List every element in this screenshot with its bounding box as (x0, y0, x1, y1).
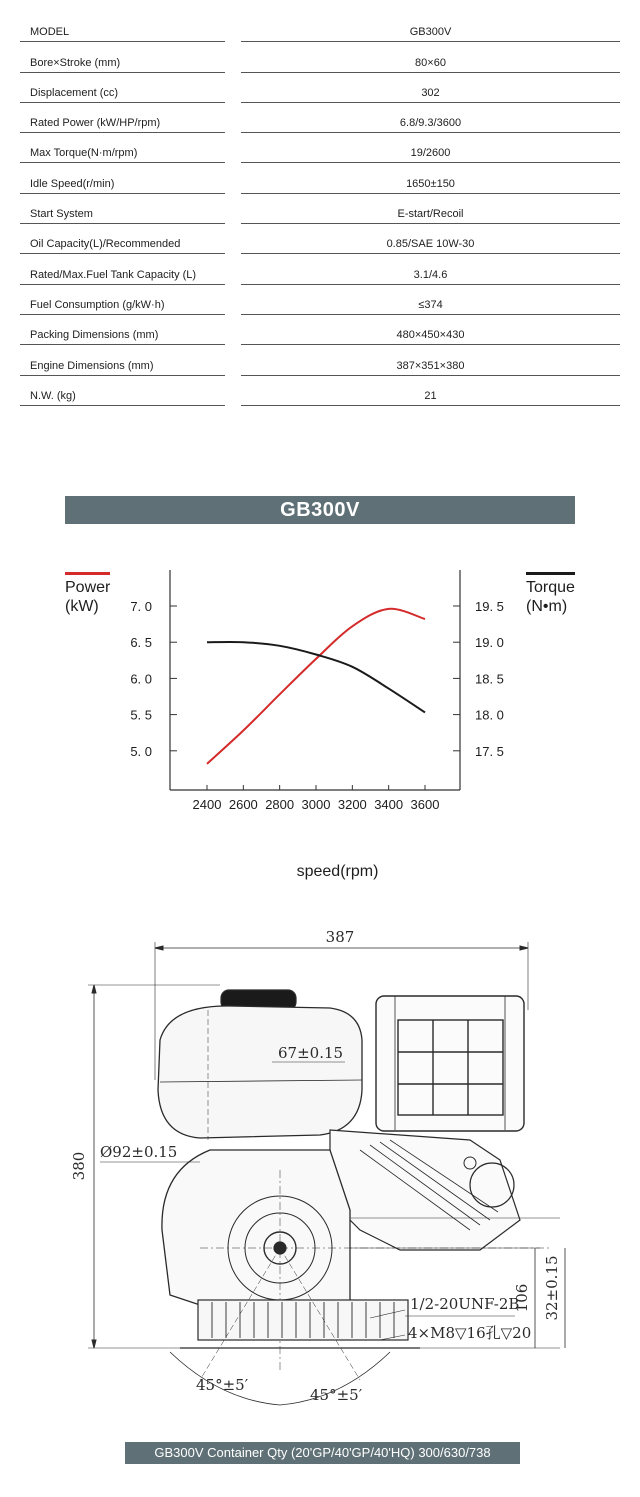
spec-label: Max Torque(N·m/rpm) (30, 147, 138, 160)
cylinder-block (330, 1130, 520, 1250)
dim-height-text: 380 (70, 1151, 88, 1181)
dim-32-text: 32±0.15 (543, 1255, 561, 1321)
spec-row (20, 12, 620, 42)
torque-series-line (207, 642, 425, 712)
right-tick-label: 17. 5 (475, 743, 504, 759)
recoil-housing (162, 1150, 350, 1305)
dim-67-text: 67±0.15 (278, 1044, 344, 1062)
x-axis-label: speed(rpm) (296, 863, 379, 880)
spec-label: Rated/Max.Fuel Tank Capacity (L) (30, 268, 197, 281)
left-tick-label: 6. 0 (130, 671, 152, 687)
spec-value: 1650±150 (406, 177, 455, 190)
spec-row (20, 376, 620, 406)
spec-label: N.W. (kg) (30, 389, 76, 402)
width-arrow-right (520, 946, 528, 950)
spec-row (20, 73, 620, 103)
width-arrow-left (155, 946, 163, 950)
power-label-line1: Power (65, 579, 111, 596)
spec-label: Bore×Stroke (mm) (30, 56, 121, 69)
container-qty-footer: GB300V Container Qty (20'GP/40'GP/40'HQ) 300/630/738 (125, 1442, 520, 1464)
left-tick-label: 5. 5 (130, 707, 152, 723)
spec-row (20, 315, 620, 345)
spec-row (20, 163, 620, 193)
spec-value: ≤374 (418, 298, 443, 311)
spec-row (20, 194, 620, 224)
spec-table (20, 12, 620, 406)
spec-row (20, 254, 620, 284)
spec-label: Oil Capacity(L)/Recommended (30, 238, 181, 251)
left-tick-label: 5. 0 (130, 743, 152, 759)
oil-sump (198, 1300, 408, 1340)
spec-value: 0.85/SAE 10W-30 (386, 238, 475, 251)
spec-label: Idle Speed(r/min) (30, 177, 115, 190)
spec-value: GB300V (409, 26, 452, 39)
spec-divider-right (241, 405, 620, 406)
fuel-tank (158, 1006, 362, 1138)
spec-row (20, 42, 620, 72)
height-arrow-top (92, 985, 96, 993)
spec-value: 80×60 (415, 56, 446, 69)
spec-row (20, 133, 620, 163)
thread-callout: 1/2-20UNF-2B (410, 1295, 520, 1313)
spec-value: 21 (424, 389, 437, 402)
spec-label: Fuel Consumption (g/kW·h) (30, 298, 165, 311)
x-tick-label: 2800 (265, 797, 295, 812)
x-tick-label: 2600 (228, 797, 258, 812)
spec-label: Engine Dimensions (mm) (30, 359, 154, 372)
height-arrow-bottom (92, 1340, 96, 1348)
right-tick-label: 18. 5 (475, 671, 504, 687)
spec-label: Rated Power (kW/HP/rpm) (30, 117, 161, 130)
spec-label: Displacement (cc) (30, 86, 119, 99)
left-tick-label: 6. 5 (130, 635, 152, 651)
spec-label: Packing Dimensions (mm) (30, 329, 159, 342)
spec-value: 6.8/9.3/3600 (399, 117, 462, 130)
spec-row (20, 345, 620, 375)
power-series-line (207, 609, 425, 764)
x-tick-label: 3000 (301, 797, 331, 812)
dim-width-text: 387 (325, 928, 355, 946)
torque-label-line2: (N•m) (526, 598, 568, 615)
dim-dia92-text: Ø92±0.15 (100, 1143, 178, 1161)
right-tick-label: 18. 0 (475, 707, 504, 723)
engine-drawing (0, 915, 640, 1415)
dim-106-text: 106 (513, 1283, 531, 1313)
angle-right-text: 45°±5′ (310, 1386, 363, 1404)
right-tick-label: 19. 5 (475, 599, 504, 614)
power-label-line2: (kW) (65, 598, 99, 615)
spec-label: Start System (30, 208, 93, 221)
spec-row (20, 285, 620, 315)
spec-divider-left (20, 405, 225, 406)
x-tick-label: 3400 (374, 797, 404, 812)
spec-label: MODEL (30, 26, 70, 39)
torque-label-line1: Torque (526, 579, 575, 596)
angle-left-text: 45°±5′ (196, 1376, 249, 1394)
x-tick-label: 3200 (337, 797, 367, 812)
spec-value: 387×351×380 (396, 359, 465, 372)
spec-value: E-start/Recoil (397, 208, 464, 221)
spec-value: 480×450×430 (396, 329, 465, 342)
x-tick-label: 2400 (192, 797, 222, 812)
left-tick-label: 7. 0 (130, 599, 152, 614)
performance-chart (0, 560, 640, 820)
x-tick-label: 3600 (410, 797, 440, 812)
spec-value: 3.1/4.6 (413, 268, 448, 281)
chart-title-banner: GB300V (65, 496, 575, 524)
spec-row (20, 224, 620, 254)
spec-value: 19/2600 (410, 147, 451, 160)
spec-row (20, 103, 620, 133)
holes-callout: 4×M8▽16孔▽20 (408, 1324, 532, 1342)
spec-value: 302 (421, 86, 440, 99)
right-tick-label: 19. 0 (475, 635, 504, 651)
